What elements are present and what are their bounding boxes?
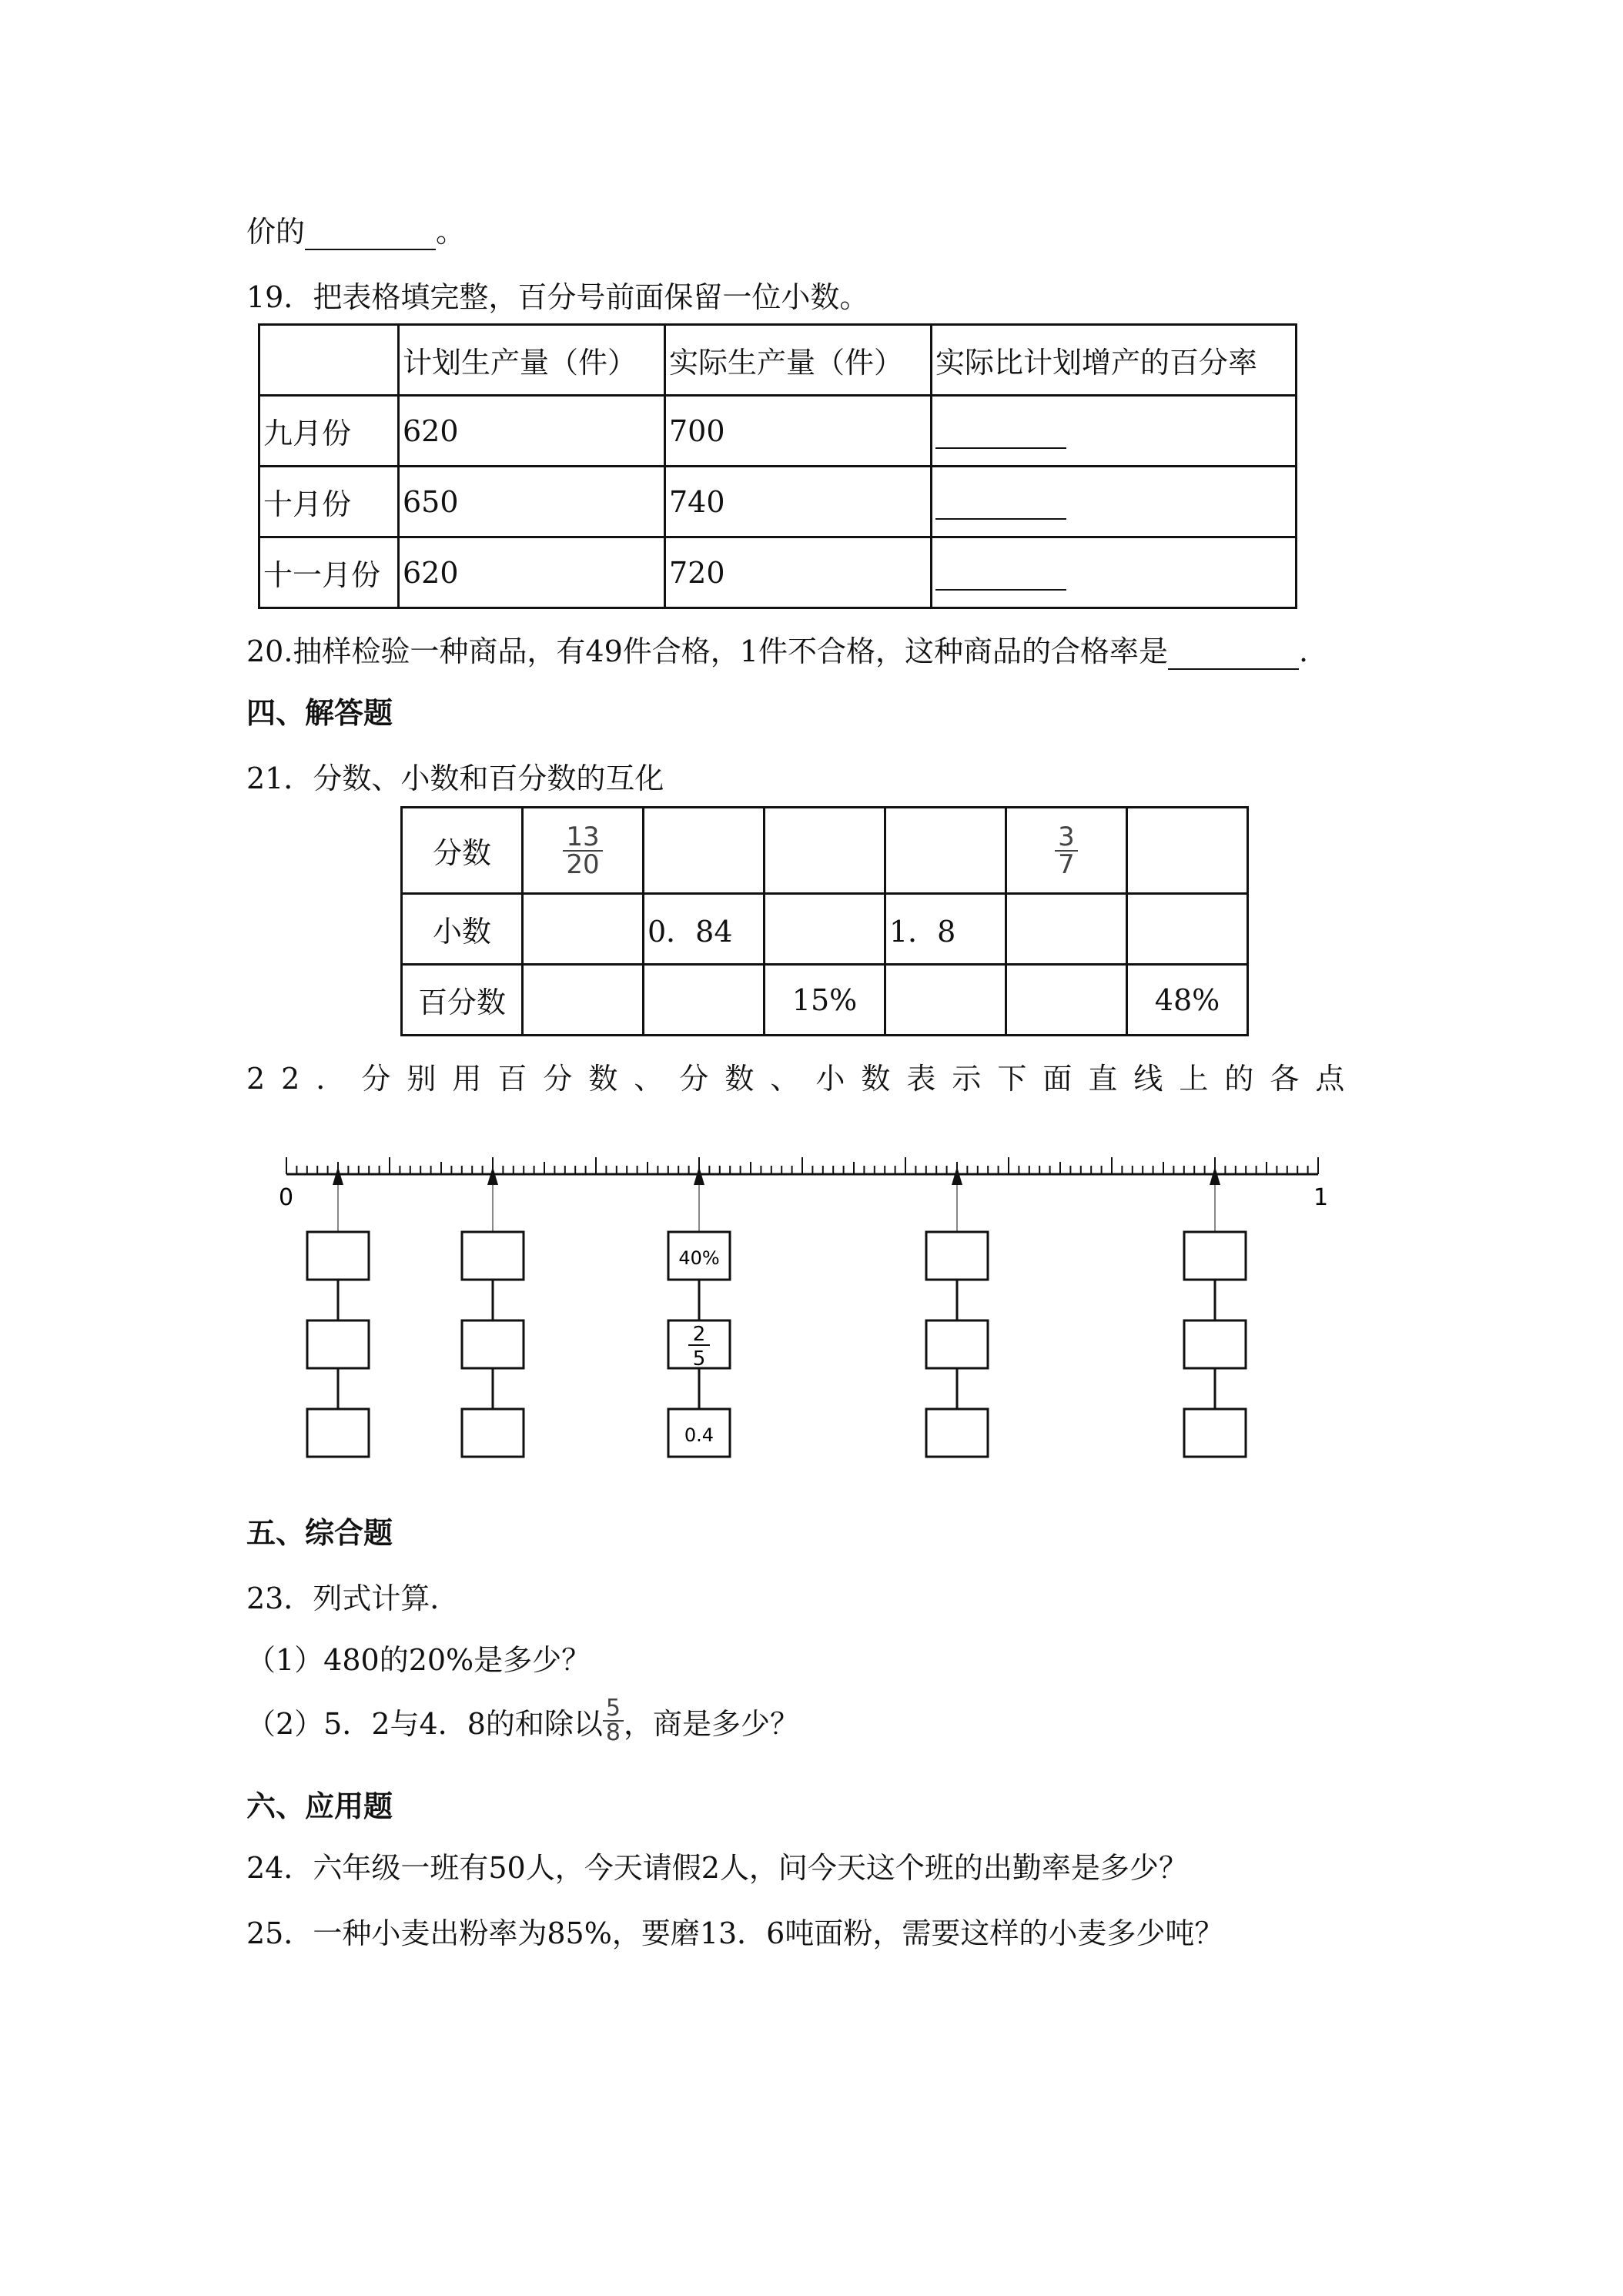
q19-table: 计划生产量（件） 实际生产量（件） 实际比计划增产的百分率 九月份 620 700 十月份 650 740 十一月份 620 720 <box>258 323 1297 609</box>
section-heading: 四、解答题 <box>246 696 393 730</box>
section-heading: 六、应用题 <box>246 1789 393 1823</box>
continuation-line: 价的 。 <box>246 215 466 249</box>
q23-part1: （1）480的20%是多少？ <box>246 1643 591 1677</box>
arrow-head <box>487 1166 498 1185</box>
arrow-head <box>952 1166 962 1185</box>
answer-box <box>1184 1320 1246 1368</box>
fraction: $\frac{3}{7}$ <box>1055 824 1078 878</box>
answer-box <box>462 1232 524 1280</box>
table-row: 十一月份 620 720 <box>259 537 1297 608</box>
q20-line: 20.抽样检验一种商品，有49件合格，1件不合格，这种商品的合格率是 . <box>246 634 1309 668</box>
axis-label-start: 0 <box>279 1184 294 1211</box>
example-fraction-denominator: 5 <box>692 1347 706 1371</box>
answer-box <box>1184 1232 1246 1280</box>
answer-box <box>307 1320 369 1368</box>
decimal-row: 小数 0．84 1．8 <box>402 894 1248 965</box>
q25-text: 25．一种小麦出粉率为85%，要磨13．6吨面粉，需要这样的小麦多少吨？ <box>246 1916 1224 1950</box>
fraction-row: 分数 $\frac{13}{20}$ $\frac{3}{7}$ <box>402 808 1248 894</box>
arrow-head <box>1210 1166 1220 1185</box>
fraction: $\frac{13}{20}$ <box>563 824 602 878</box>
axis-label-end: 1 <box>1313 1184 1329 1211</box>
arrow-head <box>694 1166 704 1185</box>
q23-part2: （2）5．2与4．8的和除以 $\frac{5}{8}$ ，商是多少？ <box>246 1695 799 1746</box>
example-fraction-numerator: 2 <box>692 1323 706 1346</box>
arrow-head <box>333 1166 343 1185</box>
q24-text: 24．六年级一班有50人，今天请假2人，问今天这个班的出勤率是多少？ <box>246 1851 1188 1885</box>
table-row: 十月份 650 740 <box>259 467 1297 537</box>
answer-box <box>926 1320 988 1368</box>
answer-box <box>462 1320 524 1368</box>
q19-prompt: 19．把表格填完整，百分号前面保留一位小数。 <box>246 280 869 314</box>
fraction: $\frac{5}{8}$ <box>603 1697 624 1745</box>
answer-box <box>307 1232 369 1280</box>
example-decimal: 0.4 <box>684 1424 714 1446</box>
table-row: 九月份 620 700 <box>259 396 1297 467</box>
answer-box <box>926 1232 988 1280</box>
example-percent: 40% <box>678 1247 720 1269</box>
answer-box <box>462 1409 524 1457</box>
answer-box <box>926 1409 988 1457</box>
answer-box <box>307 1409 369 1457</box>
percent-row: 百分数 15% 48% <box>402 965 1248 1036</box>
section-heading: 五、综合题 <box>246 1516 393 1550</box>
answer-box <box>1184 1409 1246 1457</box>
q21-prompt: 21．分数、小数和百分数的互化 <box>246 761 664 795</box>
q22-prompt: 22．分别用百分数、分数、小数表示下面直线上的各点 <box>246 1062 1361 1096</box>
q23-prompt: 23．列式计算． <box>246 1581 460 1615</box>
